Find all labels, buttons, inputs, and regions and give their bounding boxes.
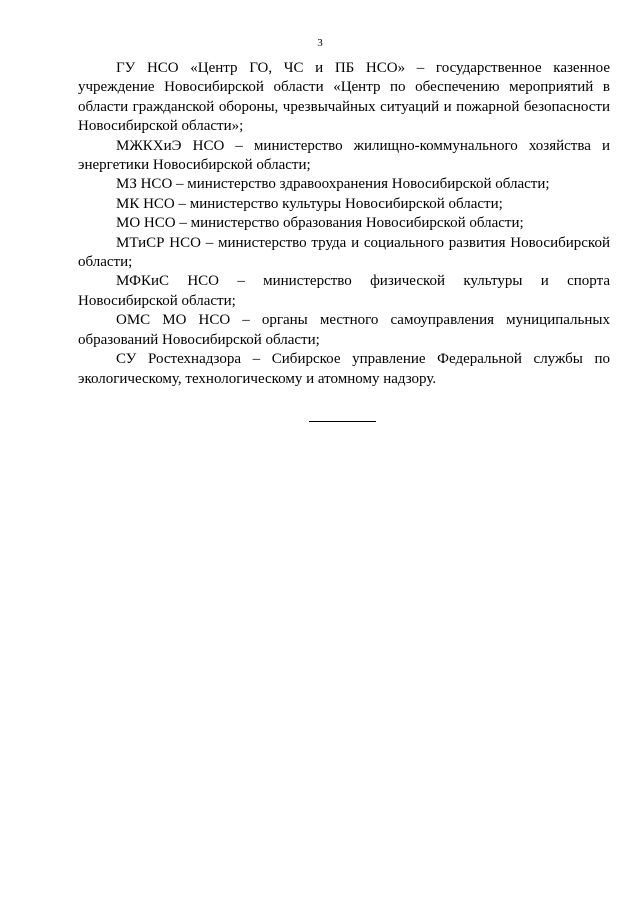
abbreviation-entry-mtisr-nso: МТиСР НСО – министерство труда и социального развития Новосибирской области; [78,234,610,271]
abbreviation-entry-gu-nso: ГУ НСО «Центр ГО, ЧС и ПБ НСО» – государственное казенное учреждение Новосибирской области «Центр по обеспечению мероприятий в области гражданской обороны, чрезвычайных ситуаций и пожарной безопасности Новосибирской области»; [78,60,610,135]
abbreviations-list [78,59,610,389]
page-number: 3 [317,37,323,49]
abbreviation-entry-mzhkhie-nso: МЖКХиЭ НСО – министерство жилищно-коммунального хозяйства и энергетики Новосибирской области; [78,137,610,174]
abbreviation-entry-mk-nso: МК НСО – министерство культуры Новосибирской области; [116,195,503,212]
abbreviation-entry-su-rostekhnadzora: СУ Ростехнадзора – Сибирское управление Федеральной службы по экологическому, технологическому и атомному надзору. [78,351,610,387]
end-divider-line [309,421,376,422]
abbreviation-entry-mfkis-nso: МФКиС НСО – министерство физической культуры и спорта Новосибирской области; [78,273,610,309]
abbreviation-entry-mz-nso: МЗ НСО – министерство здравоохранения Новосибирской области; [116,176,550,193]
abbreviation-entry-mo-nso: МО НСО – министерство образования Новосибирской области; [116,215,524,232]
abbreviation-entry-oms-mo-nso: ОМС МО НСО – органы местного самоуправления муниципальных образований Новосибирской области; [78,312,610,348]
